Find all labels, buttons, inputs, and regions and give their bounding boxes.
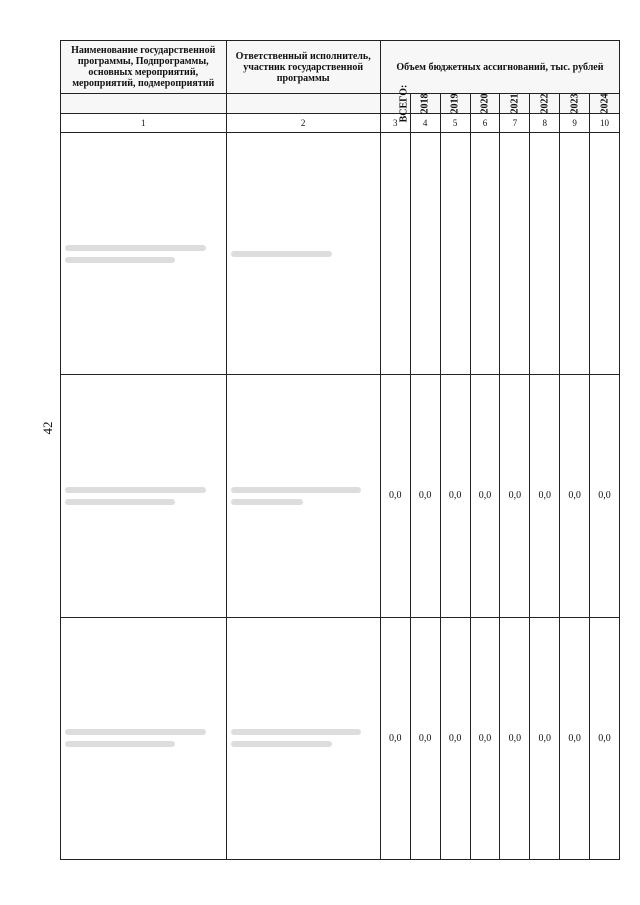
header-year-2021: 2021 <box>500 94 530 114</box>
row-1-2024 <box>590 133 620 375</box>
budget-table <box>60 40 620 860</box>
header-spacer-2 <box>226 94 380 114</box>
row-1-2019 <box>440 133 470 375</box>
index-9: 9 <box>560 114 590 133</box>
index-8: 8 <box>530 114 560 133</box>
table-row <box>61 375 620 617</box>
row-2-responsible <box>226 375 380 617</box>
row-2-2020: 0,0 <box>470 375 500 617</box>
table-row <box>61 133 620 375</box>
header-year-2023: 2023 <box>560 94 590 114</box>
index-5: 5 <box>440 114 470 133</box>
header-responsible: Ответственный исполнитель, участник государственной программы <box>226 41 380 94</box>
row-3-2020: 0,0 <box>470 617 500 859</box>
row-2-name <box>61 375 227 617</box>
row-3-2024: 0,0 <box>590 617 620 859</box>
header-year-2024: 2024 <box>590 94 620 114</box>
row-3-2019: 0,0 <box>440 617 470 859</box>
table-row <box>61 617 620 859</box>
index-2: 2 <box>226 114 380 133</box>
row-1-2023 <box>560 133 590 375</box>
index-3: 3 <box>380 114 410 133</box>
row-1-responsible <box>226 133 380 375</box>
header-year-2018: 2018 <box>410 94 440 114</box>
header-budget: Объем бюджетных ассигнований, тыс. рублей <box>380 41 619 94</box>
row-3-2023: 0,0 <box>560 617 590 859</box>
index-4: 4 <box>410 114 440 133</box>
row-1-name <box>61 133 227 375</box>
row-3-2018: 0,0 <box>410 617 440 859</box>
row-3-name <box>61 617 227 859</box>
row-3-total: 0,0 <box>380 617 410 859</box>
page-number: 42 <box>40 421 55 435</box>
header-total: ВСЕГО: <box>380 94 410 114</box>
row-1-total <box>380 133 410 375</box>
row-2-2022: 0,0 <box>530 375 560 617</box>
header-name: Наименование государственной программы, Подпрограммы, основных мероприятий, мероприятий, подмероприятий <box>61 41 227 94</box>
row-2-2019: 0,0 <box>440 375 470 617</box>
index-1: 1 <box>61 114 227 133</box>
header-year-2019: 2019 <box>440 94 470 114</box>
row-2-total: 0,0 <box>380 375 410 617</box>
row-2-2021: 0,0 <box>500 375 530 617</box>
index-10: 10 <box>590 114 620 133</box>
row-3-responsible <box>226 617 380 859</box>
row-1-2018 <box>410 133 440 375</box>
header-spacer-1 <box>61 94 227 114</box>
row-1-2022 <box>530 133 560 375</box>
index-6: 6 <box>470 114 500 133</box>
header-year-2022: 2022 <box>530 94 560 114</box>
row-3-2022: 0,0 <box>530 617 560 859</box>
row-2-2024: 0,0 <box>590 375 620 617</box>
header-year-2020: 2020 <box>470 94 500 114</box>
row-1-2021 <box>500 133 530 375</box>
row-3-2021: 0,0 <box>500 617 530 859</box>
index-7: 7 <box>500 114 530 133</box>
row-2-2018: 0,0 <box>410 375 440 617</box>
row-1-2020 <box>470 133 500 375</box>
row-2-2023: 0,0 <box>560 375 590 617</box>
